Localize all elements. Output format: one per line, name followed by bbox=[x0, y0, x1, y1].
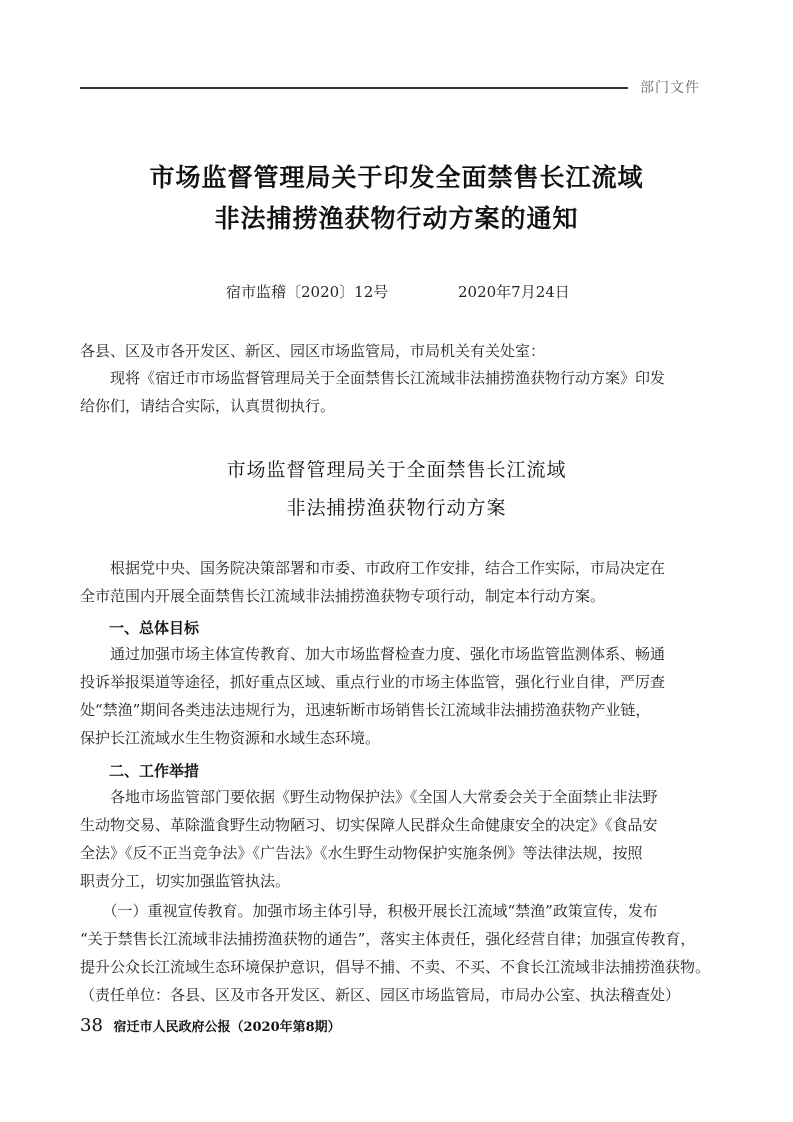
addressee-line: 各县、区及市各开发区、新区、园区市场监管局，市局机关有关处室： bbox=[80, 342, 546, 360]
paragraph-line: 保护长江流域水生生物资源和水域生态环境。 bbox=[80, 729, 381, 747]
plan-title-line1: 市场监督管理局关于全面禁售长江流域 bbox=[226, 459, 567, 481]
paragraph-line: 生动物交易、革除滥食野生动物陋习、切实保障人民群众生命健康安全的决定》《食品安 bbox=[80, 816, 658, 834]
document-date: 2020年7月24日 bbox=[458, 283, 570, 301]
paragraph-line: 各地市场监管部门要依据《野生动物保护法》《全国人大常委会关于全面禁止非法野 bbox=[80, 788, 658, 806]
page-number: 38 bbox=[80, 1015, 103, 1036]
notice-body bbox=[80, 364, 710, 420]
section-heading-goals: 一、总体目标 bbox=[109, 619, 200, 637]
section-heading-measures: 二、工作举措 bbox=[109, 762, 200, 780]
item1-paragraph bbox=[80, 897, 710, 1009]
paragraph-line: （责任单位：各县、区及市各开发区、新区、园区市场监管局，市局办公室、执法稽查处） bbox=[80, 986, 681, 1004]
section-label: 部门文件 bbox=[640, 80, 700, 96]
paragraph-line: “关于禁售长江流域非法捕捞渔获物的通告”，落实主体责任，强化经营自律；加强宣传教育， bbox=[80, 930, 696, 948]
measures-paragraph bbox=[80, 783, 710, 895]
paragraph-line: 全法》《反不正当竞争法》《广告法》《水生野生动物保护实施条例》等法律法规，按照 bbox=[80, 844, 643, 862]
plan-intro bbox=[80, 554, 710, 610]
paragraph-line: 提升公众长江流域生态环境保护意识，倡导不捕、不卖、不买、不食长江流域非法捕捞渔获物。 bbox=[80, 958, 711, 976]
header-rule bbox=[80, 87, 628, 89]
notice-title-line1: 市场监督管理局关于印发全面禁售长江流域 bbox=[149, 163, 644, 192]
notice-body-line: 给你们，请结合实际，认真贯彻执行。 bbox=[80, 397, 336, 415]
addressee bbox=[80, 337, 710, 365]
paragraph-line: 通过加强市场主体宣传教育、加大市场监督检查力度、强化市场监管监测体系、畅通 bbox=[80, 645, 666, 663]
page-footer bbox=[80, 1015, 341, 1036]
paragraph-line: 处“禁渔”期间各类违法违规行为，迅速斩断市场销售长江流域非法捕捞渔获物产业链， bbox=[80, 701, 651, 719]
paragraph-line: 职责分工，切实加强监管执法。 bbox=[80, 872, 291, 890]
plan-title-line2: 非法捕捞渔获物行动方案 bbox=[286, 497, 507, 519]
paragraph-line: 根据党中央、国务院决策部署和市委、市政府工作安排，结合工作实际，市局决定在 bbox=[80, 559, 666, 577]
notice-title-line2: 非法捕捞渔获物行动方案的通知 bbox=[214, 204, 579, 233]
paragraph-line: 投诉举报渠道等途径，抓好重点区域、重点行业的市场主体监管，强化行业自律，严厉查 bbox=[80, 673, 666, 691]
notice-body-line: 现将《宿迁市市场监督管理局关于全面禁售长江流域非法捕捞渔获物行动方案》印发 bbox=[80, 369, 666, 387]
document-number: 宿市监稽〔2020〕12号 bbox=[226, 283, 389, 301]
paragraph-line: （一）重视宣传教育。加强市场主体引导，积极开展长江流域“禁渔”政策宣传，发布 bbox=[80, 902, 658, 920]
paragraph-line: 全市范围内开展全面禁售长江流域非法捕捞渔获物专项行动，制定本行动方案。 bbox=[80, 587, 606, 605]
publication-name: 宿迁市人民政府公报（2020年第8期） bbox=[113, 1020, 341, 1035]
goals-paragraph bbox=[80, 640, 710, 752]
